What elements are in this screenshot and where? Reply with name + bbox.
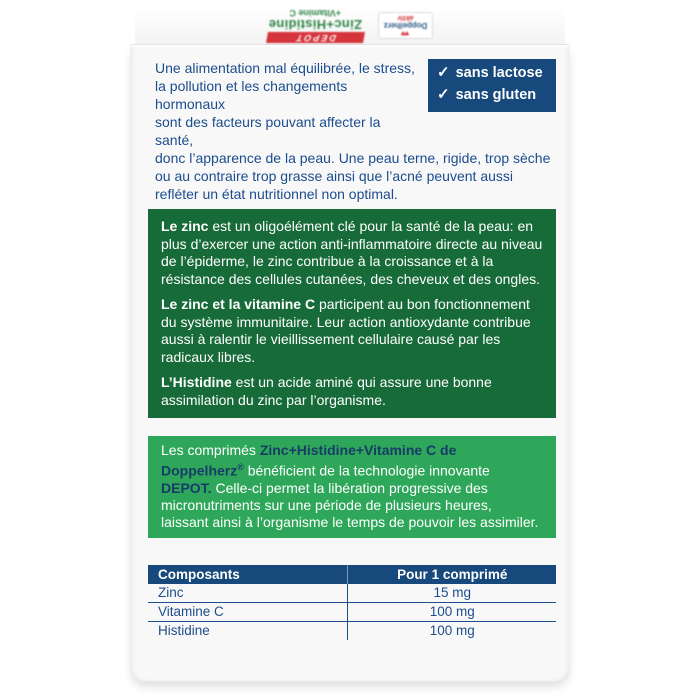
depot-technology-panel: [148, 436, 556, 538]
benefit-zinc-vitc: [161, 296, 543, 366]
check-icon: ✓: [437, 64, 450, 81]
intro-line: Une alimentation mal équilibrée, le stress,: [155, 60, 415, 76]
registered-mark: ®: [237, 462, 244, 472]
flap-upside-down-print: [135, 8, 565, 44]
intro-section: [148, 59, 556, 203]
component-name: Vitamine C: [148, 602, 348, 621]
component-amount: 100 mg: [348, 602, 556, 621]
benefit-lead: L’Histidine: [161, 374, 232, 390]
check-icon: ✓: [437, 85, 450, 103]
claim-label: sans lactose: [455, 65, 543, 82]
benefit-histidine: [161, 374, 543, 409]
intro-line: refléter un état nutritionnel non optimal.: [155, 186, 398, 202]
benefits-panel: [148, 209, 556, 418]
doppelherz-logo: [378, 13, 434, 40]
component-name: Zinc: [148, 584, 348, 603]
claims-badge: [428, 59, 556, 112]
intro-line: donc l’apparence de la peau. Une peau terne, rigide, trop sèche: [155, 150, 551, 166]
intro-line: sont des facteurs pouvant affecter la santé,: [155, 114, 381, 148]
depot-keyword: DEPOT.: [161, 479, 212, 496]
benefit-lead: Le zinc: [161, 218, 209, 234]
intro-line: la pollution et les changements hormonaux: [155, 78, 348, 112]
flap-product-name: [267, 9, 364, 44]
box-content: [130, 45, 570, 640]
column-header-per-tablet: Pour 1 comprimé: [348, 565, 556, 584]
composition-table: [148, 565, 556, 640]
table-header-row: [148, 565, 556, 584]
benefit-text: est un oligoélément clé pour la santé de la peau: en plus d’exercer une action anti-inflammatoire directe au niveau de l’épiderme, le zinc contribue à la croissance et à la résistance des cellules cutanées, des cheveux et des ongles.: [161, 218, 543, 287]
benefit-text: est un acide aminé qui assure une bonne assimilation du zinc par l’organisme.: [161, 374, 492, 408]
benefit-zinc: [161, 218, 543, 288]
depot-text: Celle-ci permet la libération progressive des micronutriments sur une période de plusieurs heures, laissant ainsi à l’organisme le temps de pouvoir les assimiler.: [161, 479, 539, 530]
product-name-line1: Zinc+Histidine: [268, 17, 362, 33]
product-name-line2: +Vitamine C: [289, 8, 342, 19]
brand-sub: aktiv: [397, 14, 414, 22]
table-row: [148, 602, 556, 621]
column-header-composants: Composants: [148, 565, 348, 584]
claim-lactose: [437, 64, 552, 83]
depot-text: bénéficient de la technologie innovante: [243, 462, 490, 479]
component-name: Histidine: [158, 623, 210, 639]
component-amount: 100 mg: [348, 621, 556, 640]
benefit-lead: Le zinc et la vitamine C: [161, 296, 316, 312]
table-row: [148, 584, 556, 603]
intro-line: ou au contraire trop grasse ainsi que l’acné peuvent aussi: [155, 168, 513, 184]
table-row: [148, 621, 556, 640]
product-box-back: [130, 8, 570, 682]
component-amount: 15 mg: [348, 584, 556, 603]
box-back-face: [130, 44, 570, 682]
claim-gluten: [437, 86, 552, 105]
double-heart-icon: ♥♥: [401, 29, 410, 39]
depot-product-name: Zinc+Histidine+Vitamine C de Doppelherz: [161, 442, 457, 479]
benefit-text: participent au bon fonctionnement du système immunitaire. Leur action antioxydante contribue aussi à ralentir le vieillissement cellulaire causé par les radicaux libres.: [161, 296, 531, 365]
claim-label: sans gluten: [455, 87, 537, 104]
depot-ribbon: DEPOT: [266, 33, 365, 44]
depot-text: Les comprimés: [161, 442, 260, 458]
brand-name: Doppelherz: [383, 21, 428, 31]
box-top-flap: [135, 8, 565, 44]
